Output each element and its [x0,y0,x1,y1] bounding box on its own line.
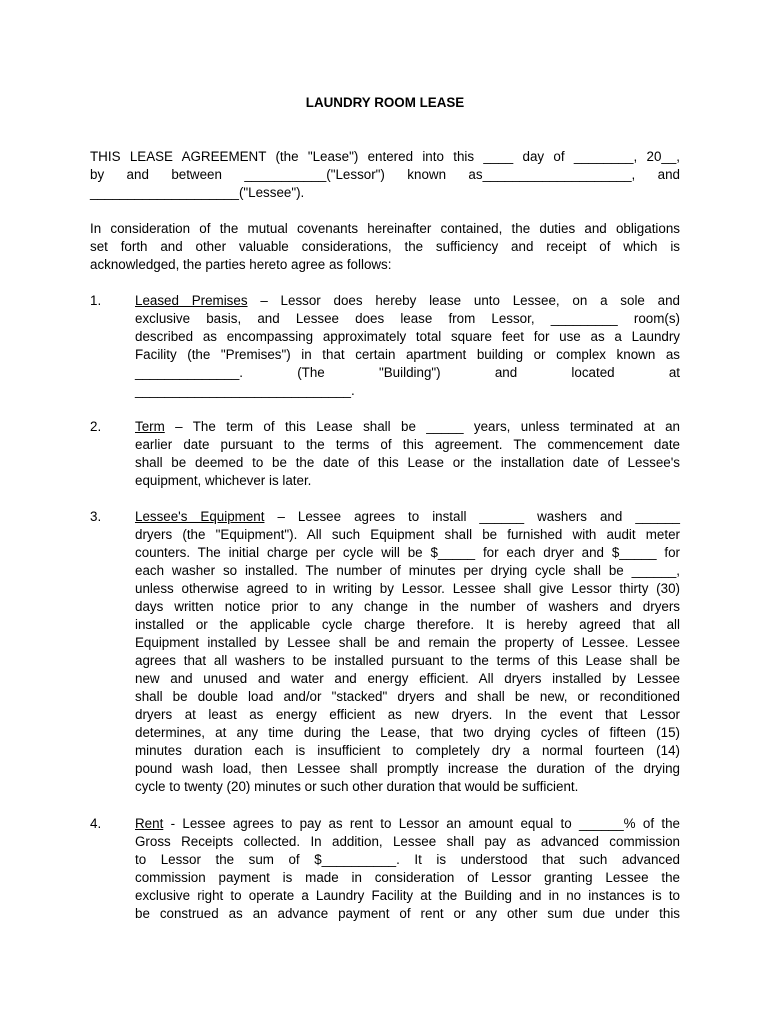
clause-line: be construed as an advance payment of rent or any other sum due under this [135,906,680,921]
clause-body [135,292,680,400]
clause-body [135,815,680,923]
clause-line: cycle to twenty (20) minutes or such other duration that would be sufficient. [135,779,579,794]
clause-line [135,292,680,310]
intro-line: THIS LEASE AGREEMENT (the "Lease") entered into this ____ day of ________, 20__, [90,149,680,164]
clause-line: dryers at least as energy efficient as new dryers. In the event that Lessor [135,707,680,722]
clause-body [135,508,680,796]
document-title: LAUNDRY ROOM LEASE [305,95,465,110]
consideration-line: acknowledged, the parties hereto agree as follows: [90,257,392,272]
clause-line: pound wash load, then Lessee shall promptly increase the duration of the drying [135,761,680,776]
clause-line: to Lessor the sum of $__________. It is understood that such advanced [135,852,680,867]
clause-line [135,508,680,526]
clause-line: new and unused and water and energy efficient. All dryers installed by Lessee [135,671,680,686]
consideration-line: In consideration of the mutual covenants hereinafter contained, the duties and obligations [90,221,680,236]
clause-heading: Rent [135,816,164,831]
clause-number: 3. [90,509,102,524]
clause-line: equipment, whichever is later. [135,473,312,488]
clause-line [135,418,680,436]
clause-line: unless otherwise agreed to in writing by Lessor. Lessee shall give Lessor thirty (30) [135,581,680,596]
clause-line: Gross Receipts collected. In addition, Lessee shall pay as advanced commission [135,834,680,849]
clause-line: minutes duration each is insufficient to completely dry a normal fourteen (14) [135,743,680,758]
clause-line: counters. The initial charge per cycle will be $_____ for each dryer and $_____ for [135,545,680,560]
clause-line: _____________________________. [135,383,355,398]
clause-line: earlier date pursuant to the terms of this agreement. The commencement date [135,437,680,452]
clause-line: dryers (the "Equipment"). All such Equipment shall be furnished with audit meter [135,527,680,542]
clause-line: each washer so installed. The number of minutes per drying cycle shall be ______, [135,563,680,578]
clause-line: Facility (the "Premises") in that certain apartment building or complex known as [135,347,680,362]
clause-line: installed or the applicable cycle charge therefore. It is hereby agreed that all [135,617,680,632]
clause-line-text: – The term of this Lease shall be _____ years, unless terminated at an [164,419,680,434]
clause-body [135,418,680,490]
clause-number: 4. [90,816,102,831]
clause-line: commission payment is made in consideration of Lessor granting Lessee the [135,870,680,885]
clause-line: exclusive right to operate a Laundry Facility at the Building and in no instances is to [135,888,680,903]
clause-line: exclusive basis, and Lessee does lease from Lessor, _________ room(s) [135,311,680,326]
intro-line: by and between ___________("Lessor") known as____________________, and [90,167,680,182]
clause-line: shall be double load and/or "stacked" dryers and shall be new, or reconditioned [135,689,680,704]
clause-line [135,815,680,833]
clause-heading: Lessee's Equipment [135,509,265,524]
clause-heading: Term [135,419,165,434]
clause-line-text: – Lessee agrees to install ______ washers and ______ [264,509,680,524]
clause-line: ______________. (The "Building") and located at [135,365,680,380]
clause-number: 2. [90,419,102,434]
clause-line: Equipment installed by Lessee shall be and remain the property of Lessee. Lessee [135,635,680,650]
consideration-paragraph [90,220,680,274]
clause-line-text: - Lessee agrees to pay as rent to Lessor an amount equal to ______% of the [163,816,680,831]
clause-line-text: – Lessor does hereby lease unto Lessee, on a sole and [247,293,680,308]
clause-line: days written notice prior to any change in the number of washers and dryers [135,599,680,614]
clause-number: 1. [90,293,102,308]
clause-line: determines, at any time during the Lease, that two drying cycles of fifteen (15) [135,725,680,740]
intro-paragraph [90,148,680,202]
clause-line: agrees that all washers to be installed pursuant to the terms of this Lease shall be [135,653,680,668]
clause-line: shall be deemed to be the date of this Lease or the installation date of Lessee's [135,455,680,470]
consideration-line: set forth and other valuable considerations, the sufficiency and receipt of which is [90,239,680,254]
intro-line: ____________________("Lessee"). [90,185,305,200]
clause-line: described as encompassing approximately total square feet for use as a Laundry [135,329,680,344]
clause-heading: Leased Premises [135,293,248,308]
